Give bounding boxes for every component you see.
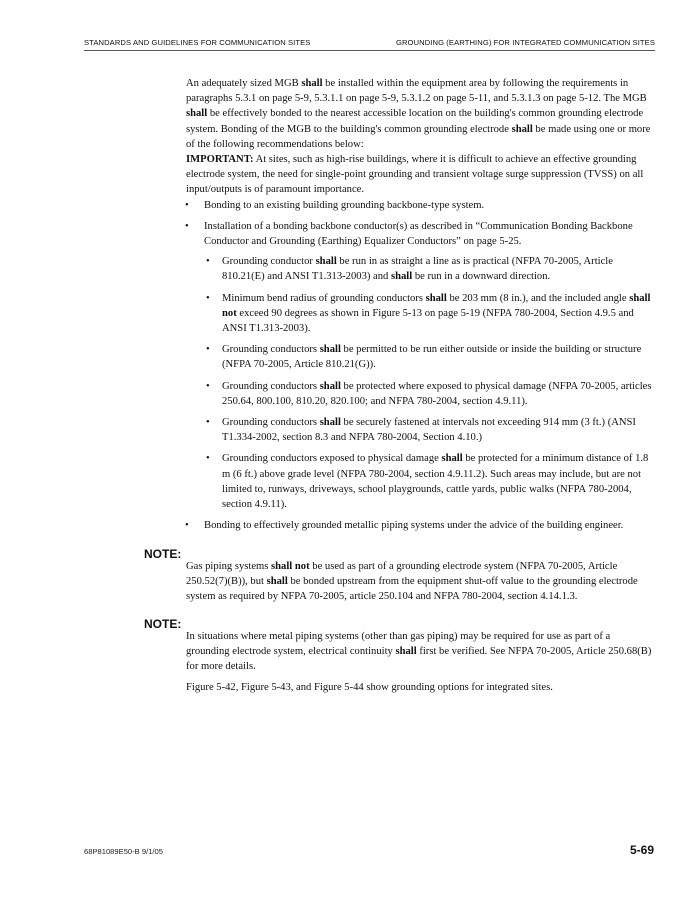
- bullet-text: Bonding to an existing building grounding backbone-type system.: [204, 199, 485, 211]
- sub-list-item: [204, 291, 656, 337]
- note-span: be used as part of a grounding electrode system (NFPA 70-2005, Article 250.52(7)(B)), but: [186, 560, 618, 587]
- note-text: [186, 559, 656, 605]
- running-header-left: STANDARDS AND GUIDELINES FOR COMMUNICATION SITES: [84, 38, 311, 47]
- bullet-text: Bonding to effectively grounded metallic piping systems under the advice of the building engineer.: [204, 520, 624, 532]
- intro-text: be made using one or more of the following recommendations below:: [186, 123, 651, 150]
- sub-text: be protected for a minimum distance of 1.8 m (6 ft.) above grade level (NFPA 780-2004, section 4.9.11.2). Such areas may include, but are not limited to, runways, driveways, school playgrounds, cattle yards, public walks (NFPA 780-2004, section 4.9.11).: [222, 453, 649, 511]
- sub-text: be protected where exposed to physical damage (NFPA 70-2005, articles 250.64, 800.100, 810.20, 820.100; and NFPA 780-2004, section 4.9.11).: [222, 380, 652, 407]
- page-number: 5-69: [629, 843, 654, 857]
- intro-text: An adequately sized MGB: [186, 78, 302, 89]
- note-span: be bonded upstream from the equipment shut-off value to the grounding electrode system as required by NFPA 70-2005, article 250.104 and NFPA 780-2004, section 4.14.1.3.: [186, 575, 638, 602]
- sub-text: Grounding conductor: [222, 256, 316, 268]
- note-span: first be verified. See NFPA 70-2005, Article 250.68(B) for more details.: [186, 645, 652, 672]
- shall-not-emphasis: shall not: [222, 292, 651, 319]
- note-span: Gas piping systems: [186, 560, 272, 572]
- intro-text: be effectively bonded to the nearest accessible location on the building's common grounding electrode system. Bonding of the MGB to the building's common grounding electrode: [186, 108, 644, 135]
- sub-text: be 203 mm (8 in.), and the included angle: [446, 292, 630, 304]
- shall-emphasis: shall: [301, 78, 323, 89]
- figure-reference: Figure 5-42, Figure 5-43, and Figure 5-44 show grounding options for integrated sites.: [186, 682, 553, 693]
- footer-doc-id: 68P81089E50-B 9/1/05: [84, 847, 163, 856]
- important-label: IMPORTANT:: [186, 154, 254, 166]
- bullet-text: Installation of a bonding backbone conductor(s) as described in “Communication Bonding Backbone Conductor and Grounding (Earthing) Equalizer Conductors” on page 5-25.: [204, 220, 633, 248]
- sub-list-item: [204, 254, 656, 284]
- sub-text: be securely fastened at intervals not exceeding 914 mm (3 ft.) (ANSI T1.334-2002, section 8.3 and NFPA 780-2004, Section 4.10.): [222, 417, 636, 444]
- important-paragraph: [186, 152, 656, 198]
- sub-list: [204, 254, 656, 512]
- sub-text: exceed 90 degrees as shown in Figure 5-13 on page 5-19 (NFPA 780-2004, Section 4.9.5 and ANSI T1.313-2003).: [222, 307, 634, 335]
- sub-text: be run in a downward direction.: [412, 271, 551, 283]
- intro-paragraph: [186, 76, 656, 152]
- sub-text: Minimum bend radius of grounding conductors: [222, 292, 426, 304]
- shall-emphasis: shall: [319, 380, 341, 392]
- shall-emphasis: shall: [315, 256, 337, 268]
- note-gas-piping: [144, 548, 656, 615]
- body-text: [186, 76, 656, 539]
- sub-list-item: [204, 379, 656, 409]
- shall-emphasis: shall: [425, 292, 447, 304]
- note-label: NOTE:: [144, 617, 182, 631]
- shall-emphasis: shall: [441, 453, 463, 465]
- sub-text: Grounding conductors: [222, 344, 320, 356]
- shall-emphasis: shall: [319, 417, 341, 429]
- note-label: NOTE:: [144, 547, 182, 561]
- shall-emphasis: shall: [319, 344, 341, 356]
- sub-list-item: [204, 451, 656, 512]
- recommendation-list: [186, 198, 656, 534]
- shall-not-emphasis: shall not: [271, 560, 310, 572]
- sub-list-item: [204, 415, 656, 445]
- sub-text: Grounding conductors: [222, 380, 320, 392]
- shall-emphasis: shall: [395, 645, 417, 657]
- note-span: In situations where metal piping systems (other than gas piping) may be required for use as part of a grounding electrode system, electrical continuity: [186, 630, 611, 657]
- list-item: [186, 219, 656, 512]
- sub-text: be permitted to be run either outside or inside the building or structure (NFPA 70-2005, Article 810.21(G)).: [222, 344, 642, 371]
- shall-emphasis: shall: [391, 271, 413, 283]
- intro-text: be installed within the equipment area by following the requirements in paragraphs 5.3.1 on page 5-9, 5.3.1.1 on page 5-9, 5.3.1.2 on page 5-11, and 5.3.1.3 on page 5-12. The MGB: [186, 78, 647, 105]
- shall-emphasis: shall: [511, 123, 533, 135]
- note-metal-piping: [144, 618, 656, 685]
- sub-text: be run in as straight a line as is practical (NFPA 70-2005, Article 810.21(E) and ANSI T1.313-2003) and: [222, 256, 613, 283]
- important-text: At sites, such as high-rise buildings, where it is difficult to achieve an effective grounding electrode system, the need for single-point grounding and transient voltage surge suppression (TVSS) on all input/outputs is of paramount importance.: [186, 154, 644, 196]
- list-item: [186, 198, 656, 213]
- sub-text: Grounding conductors: [222, 417, 320, 429]
- list-item: [186, 518, 656, 533]
- sub-text: Grounding conductors exposed to physical damage: [222, 453, 442, 465]
- note-text: [186, 629, 656, 675]
- header-rule: [84, 50, 655, 51]
- sub-list-item: [204, 342, 656, 372]
- shall-emphasis: shall: [186, 108, 208, 120]
- running-header-right: GROUNDING (EARTHING) FOR INTEGRATED COMMUNICATION SITES: [395, 38, 655, 47]
- shall-emphasis: shall: [266, 575, 288, 587]
